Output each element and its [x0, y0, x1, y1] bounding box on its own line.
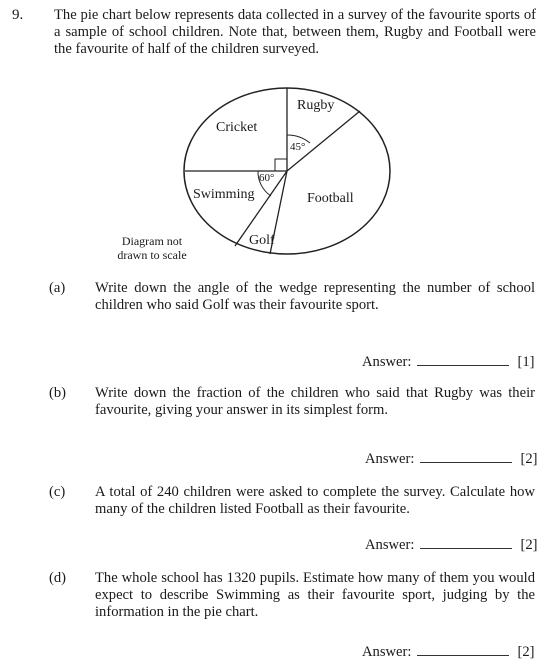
answer-label: Answer:: [362, 644, 412, 660]
part-b-answer: [365, 450, 537, 468]
part-b-letter: (b): [49, 385, 67, 401]
pie-label-rugby: Rugby: [297, 98, 335, 113]
question-number: 9.: [12, 7, 24, 23]
part-b-text: Write down the fraction of the children who said that Rugby was their favourite, giving your answer in its simplest form.: [95, 385, 535, 418]
part-c-letter: (c): [49, 484, 66, 500]
part-a-text: Write down the angle of the wedge representing the number of school children who said Golf was their favourite sport.: [95, 280, 535, 313]
pie-label-swimming: Swimming: [193, 187, 255, 202]
answer-line[interactable]: [420, 450, 512, 463]
pie-label-cricket: Cricket: [216, 120, 258, 135]
angle-label-60: 60°: [259, 172, 275, 184]
part-d-letter: (d): [49, 570, 67, 586]
question-intro: The pie chart below represents data collected in a survey of the favourite sports of a sample of school children. Note that, between them, Rugby and Football were the favourite of half of the children surveyed.: [54, 7, 536, 57]
part-c-answer: [365, 536, 537, 554]
diagram-note: Diagram not drawn to scale: [117, 234, 187, 262]
angle-label-45: 45°: [290, 141, 306, 153]
pie-label-football: Football: [307, 191, 354, 206]
answer-line[interactable]: [417, 643, 509, 656]
marks: [2]: [517, 644, 535, 660]
answer-line[interactable]: [420, 536, 512, 549]
right-angle-marker: [275, 159, 287, 171]
marks: [2]: [520, 451, 538, 467]
marks: [1]: [517, 354, 535, 370]
pie-chart-svg: [180, 84, 395, 259]
answer-label: Answer:: [365, 451, 415, 467]
answer-line[interactable]: [417, 353, 509, 366]
part-a-answer: [362, 353, 534, 371]
pie-label-golf: Golf: [249, 233, 275, 248]
part-d-text: The whole school has 1320 pupils. Estimate how many of them you would expect to describe Swimming as their favourite sport, judging by the information in the pie chart.: [95, 570, 535, 620]
marks: [2]: [520, 537, 538, 553]
answer-label: Answer:: [365, 537, 415, 553]
pie-chart: [180, 84, 395, 259]
part-c-text: A total of 240 children were asked to complete the survey. Calculate how many of the children listed Football as their favourite.: [95, 484, 535, 517]
part-a-letter: (a): [49, 280, 66, 296]
part-d-answer: [362, 643, 534, 661]
answer-label: Answer:: [362, 354, 412, 370]
